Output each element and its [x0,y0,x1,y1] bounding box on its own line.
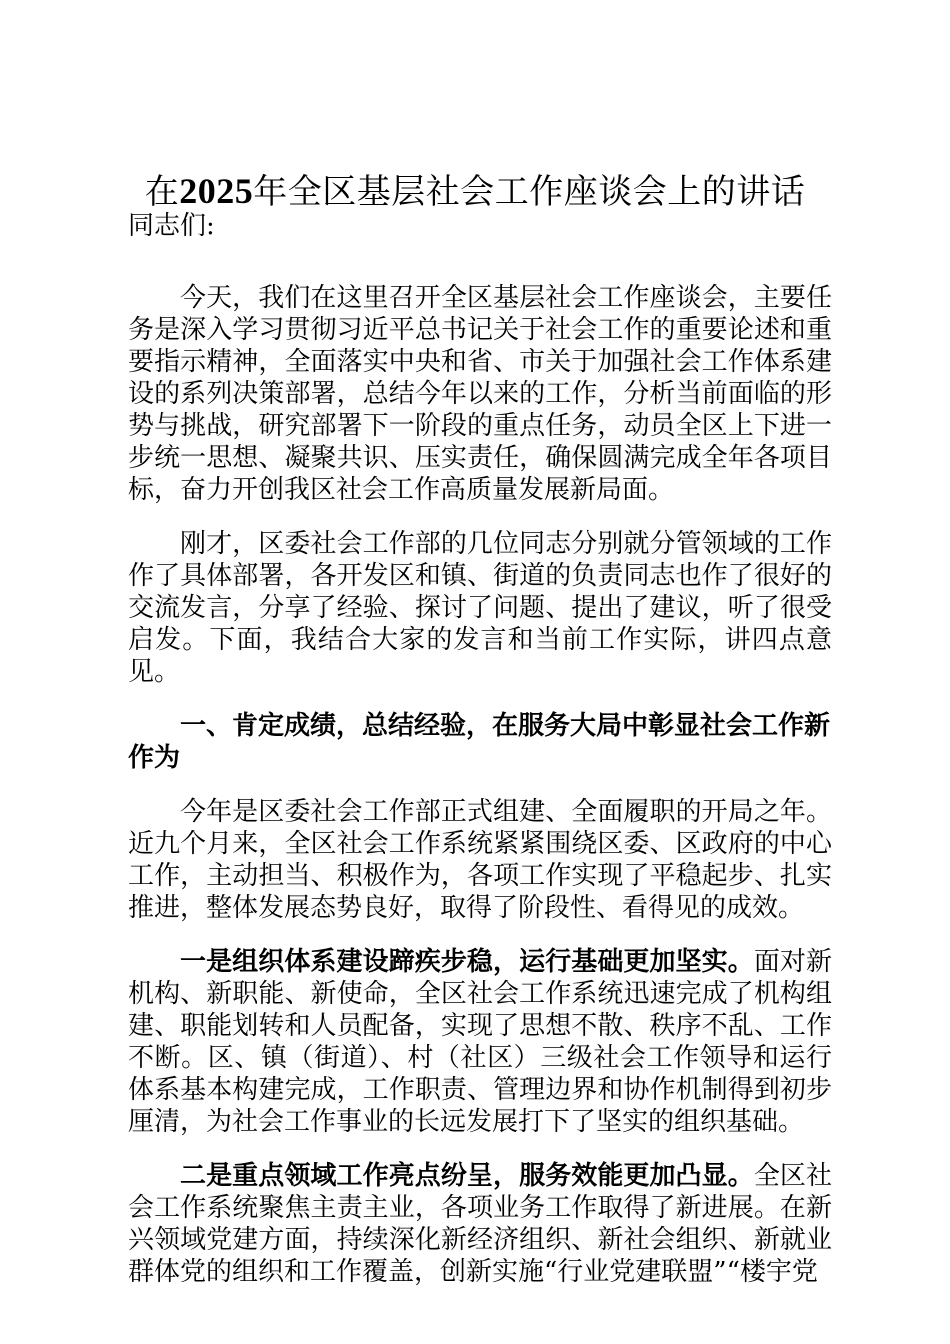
point-1-lead: 一是组织体系建设蹄疾步稳，运行基础更加坚实。 [180,947,754,977]
section-1-intro: 今年是区委社会工作部正式组建、全面履职的开局之年。近九个月来，全区社会工作系统紧紧围绕区委、区政府的中心工作，主动担当、积极作为，各项工作实现了平稳起步、扎实推进，整体发展态势良好，取得了阶段性、看得见的成效。 [128,797,832,923]
title-suffix: 年全区基层社会工作座谈会上的讲话 [253,172,806,212]
document-body [128,210,832,1310]
title-year: 2025 [179,171,254,211]
paragraph-overview: 刚才，区委社会工作部的几位同志分别就分管领域的工作作了具体部署，各开发区和镇、街道的负责同志也作了很好的交流发言，分享了经验、探讨了问题、提出了建议，听了很受启发。下面，我结合大家的发言和当前工作实际，讲四点意见。 [128,529,832,687]
point-2-paragraph [128,1160,832,1288]
point-1-body: 面对新机构、新职能、新使命，全区社会工作系统迅速完成了机构组建、职能划转和人员配备，实现了思想不散、秩序不乱、工作不断。区、镇（街道）、村（社区）三级社会工作领导和运行体系基本构建完成，工作职责、管理边界和协作机制得到初步厘清，为社会工作事业的长远发展打下了坚实的组织基础。 [128,947,832,1137]
document-title [0,168,950,215]
title-prefix: 在 [144,172,180,212]
point-2-lead: 二是重点领域工作亮点纷呈，服务效能更加凸显。 [180,1161,754,1191]
point-2-body: 全区社会工作系统聚焦主责主业，各项业务工作取得了新进展。在新兴领域党建方面，持续深化新经济组织、新社会组织、新就业群体党的组织和工作覆盖，创新实施“行业党建联盟”“楼宇党 [128,1161,832,1287]
section-heading-1: 一、肯定成绩，总结经验，在服务大局中彰显社会工作新作为 [128,711,831,773]
paragraph-opening: 今天，我们在这里召开全区基层社会工作座谈会，主要任务是深入学习贯彻习近平总书记关于社会工作的重要论述和重要指示精神，全面落实中央和省、市关于加强社会工作体系建设的系列决策部署，总结今年以来的工作，分析当前面临的形势与挑战，研究部署下一阶段的重点任务，动员全区上下进一步统一思想、凝聚共识、压实责任，确保圆满完成全年各项目标，奋力开创我区社会工作高质量发展新局面。 [128,283,832,505]
salutation: 同志们: [128,211,215,241]
point-1-paragraph [128,946,832,1138]
